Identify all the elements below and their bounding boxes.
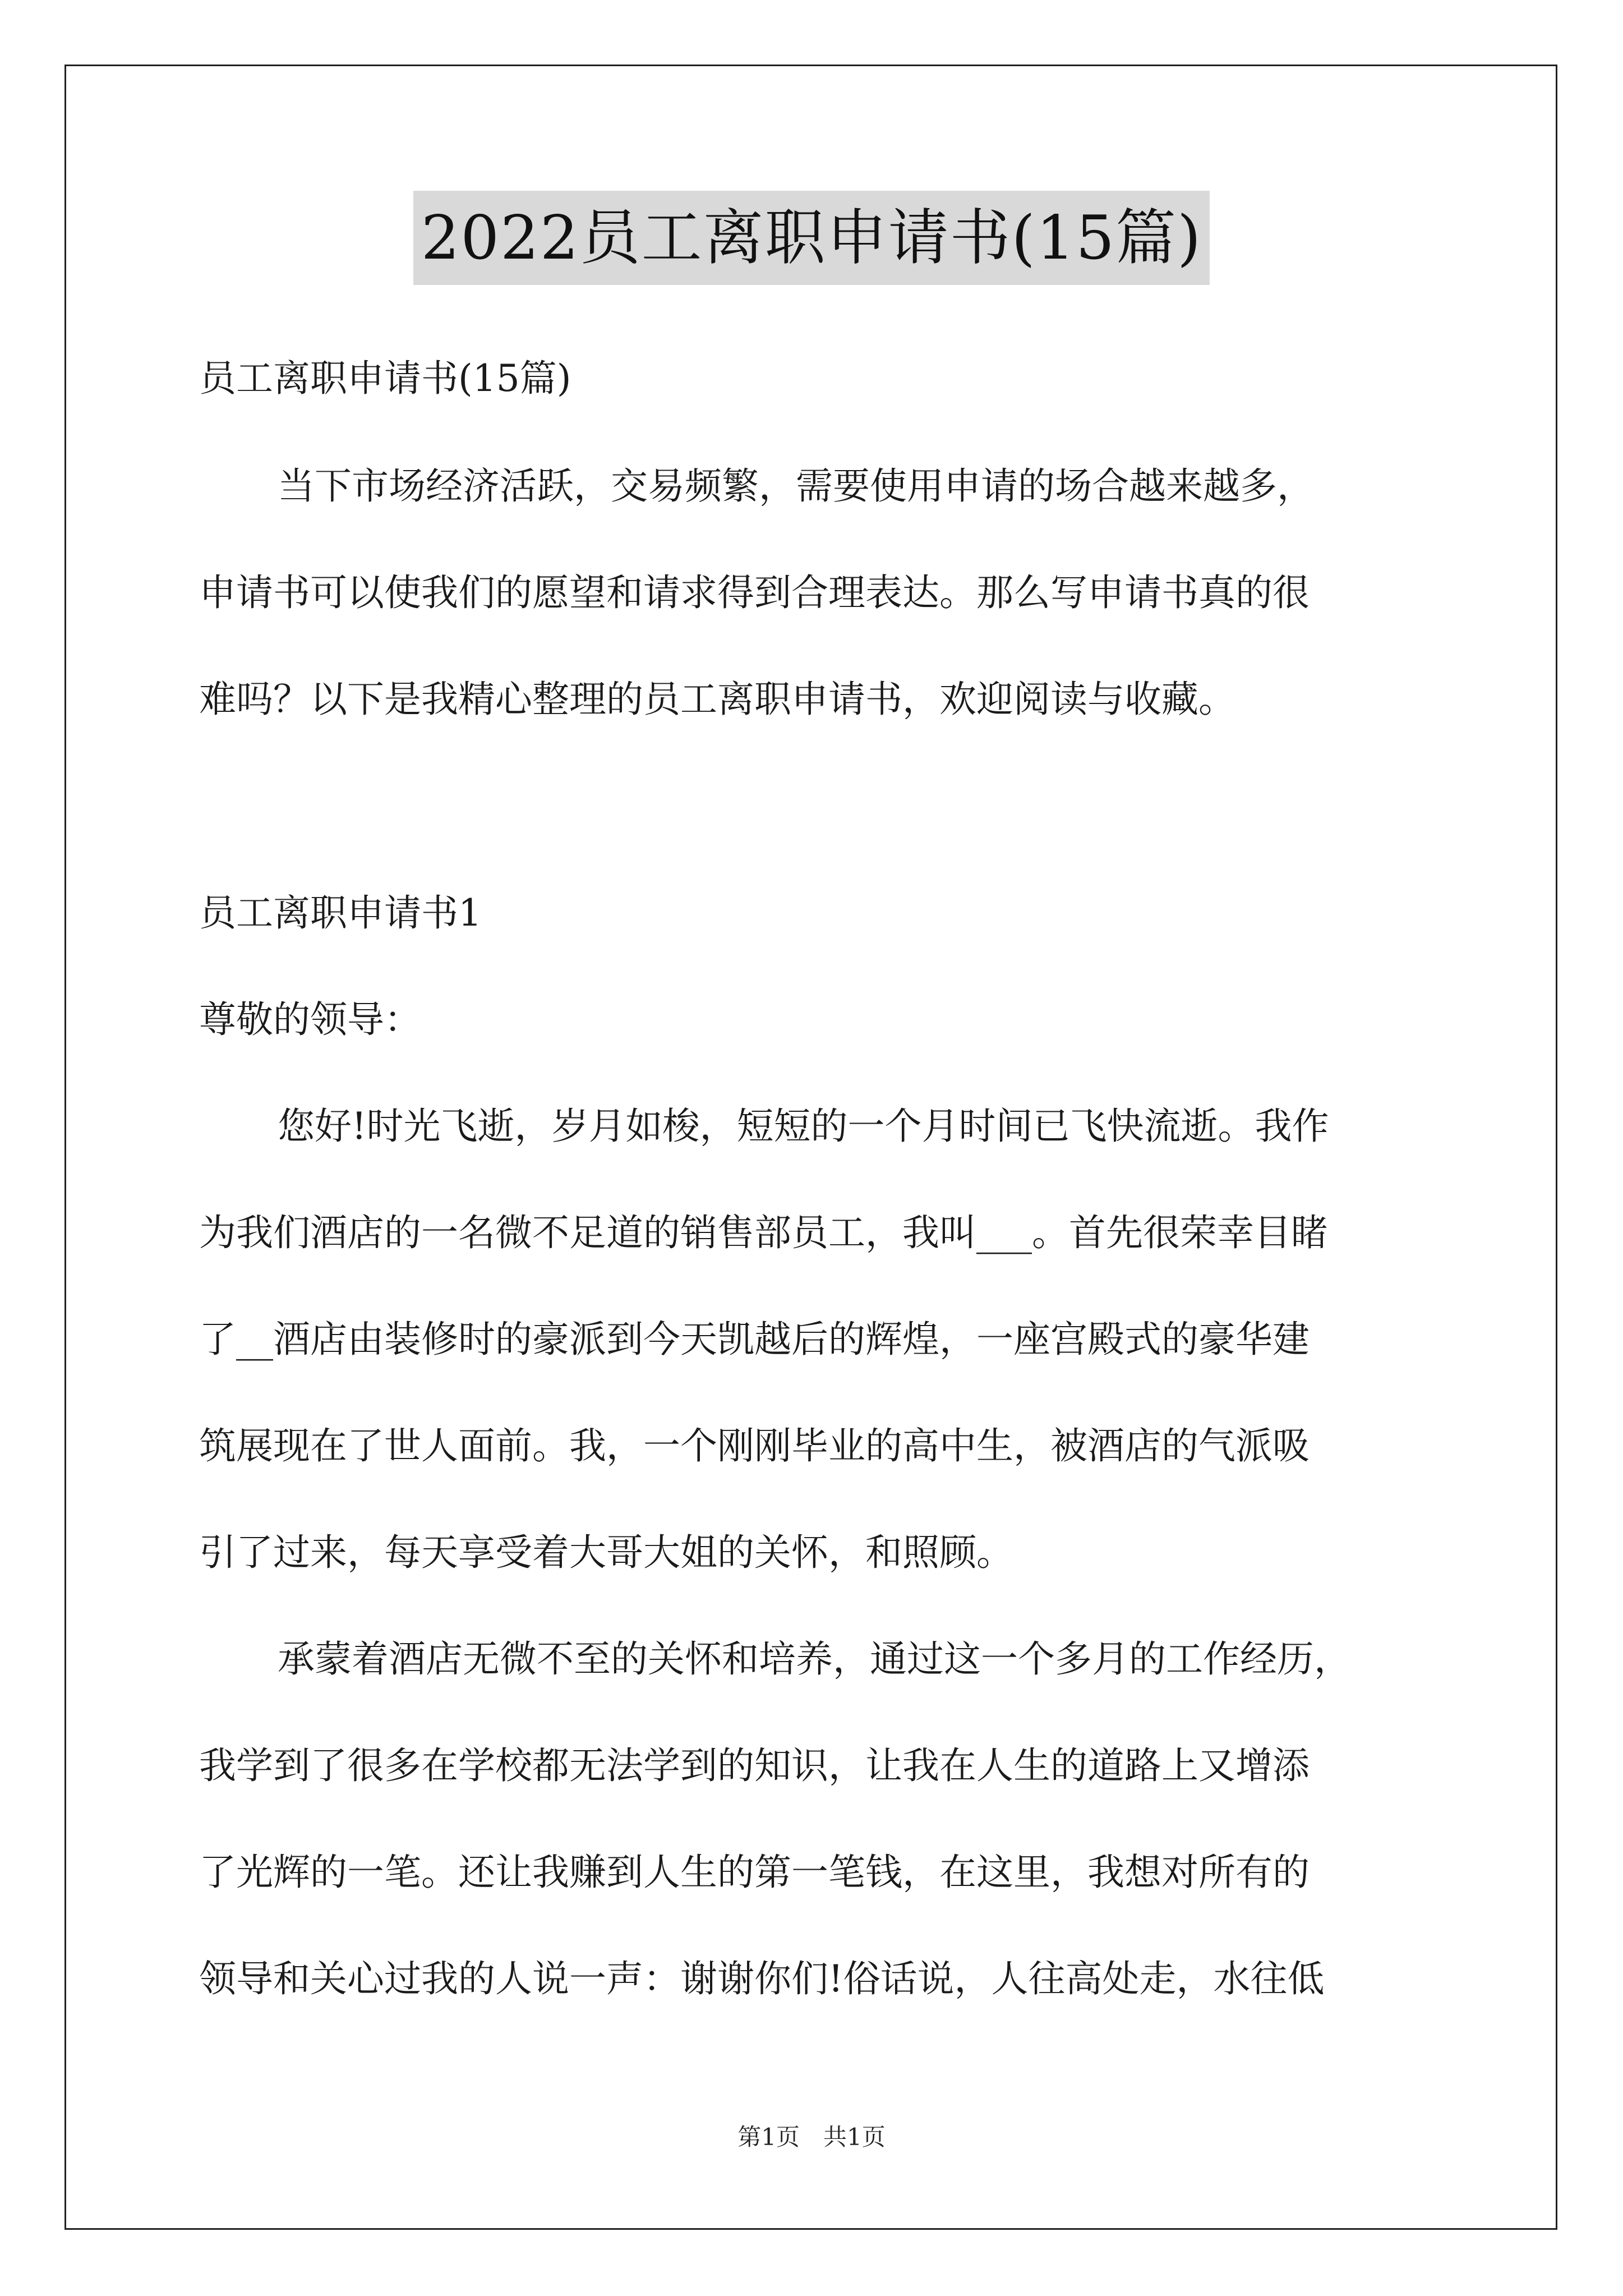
paragraph2-line-4: 领导和关心过我的人说一声：谢谢你们!俗话说，人往高处走，水往低 (199, 1957, 1325, 2000)
paragraph2-line-3: 了光辉的一笔。还让我赚到人生的第一笔钱，在这里，我想对所有的 (199, 1851, 1310, 1894)
intro-line-3: 难吗？以下是我精心整理的员工离职申请书，欢迎阅读与收藏。 (199, 678, 1235, 721)
intro-line-2: 申请书可以使我们的愿望和请求得到合理表达。那么写申请书真的很 (199, 571, 1310, 614)
document-subtitle: 员工离职申请书(15篇) (199, 357, 571, 400)
document-title: 2022员工离职申请书(15篇) (413, 191, 1210, 285)
paragraph1-line-3: 了__酒店由装修时的豪派到今天凯越后的辉煌，一座宫殿式的豪华建 (199, 1318, 1310, 1361)
paragraph1-line-4: 筑展现在了世人面前。我，一个刚刚毕业的高中生，被酒店的气派吸 (199, 1424, 1310, 1467)
paragraph1-line-1: 您好!时光飞逝，岁月如梭，短短的一个月时间已飞快流逝。我作 (278, 1105, 1329, 1148)
paragraph2-line-2: 我学到了很多在学校都无法学到的知识，让我在人生的道路上又增添 (199, 1744, 1310, 1787)
page-footer: 第1页 共1页 (737, 2123, 886, 2151)
title-container (0, 191, 1623, 285)
salutation: 尊敬的领导： (199, 998, 421, 1041)
paragraph2-line-1: 承蒙着酒店无微不至的关怀和培养，通过这一个多月的工作经历， (278, 1637, 1351, 1681)
paragraph1-line-2: 为我们酒店的一名微不足道的销售部员工，我叫___。首先很荣幸目睹 (199, 1211, 1328, 1254)
section-heading: 员工离职申请书1 (199, 891, 482, 935)
paragraph1-line-5: 引了过来，每天享受着大哥大姐的关怀，和照顾。 (199, 1531, 1013, 1574)
intro-line-1: 当下市场经济活跃，交易频繁，需要使用申请的场合越来越多， (278, 464, 1314, 508)
